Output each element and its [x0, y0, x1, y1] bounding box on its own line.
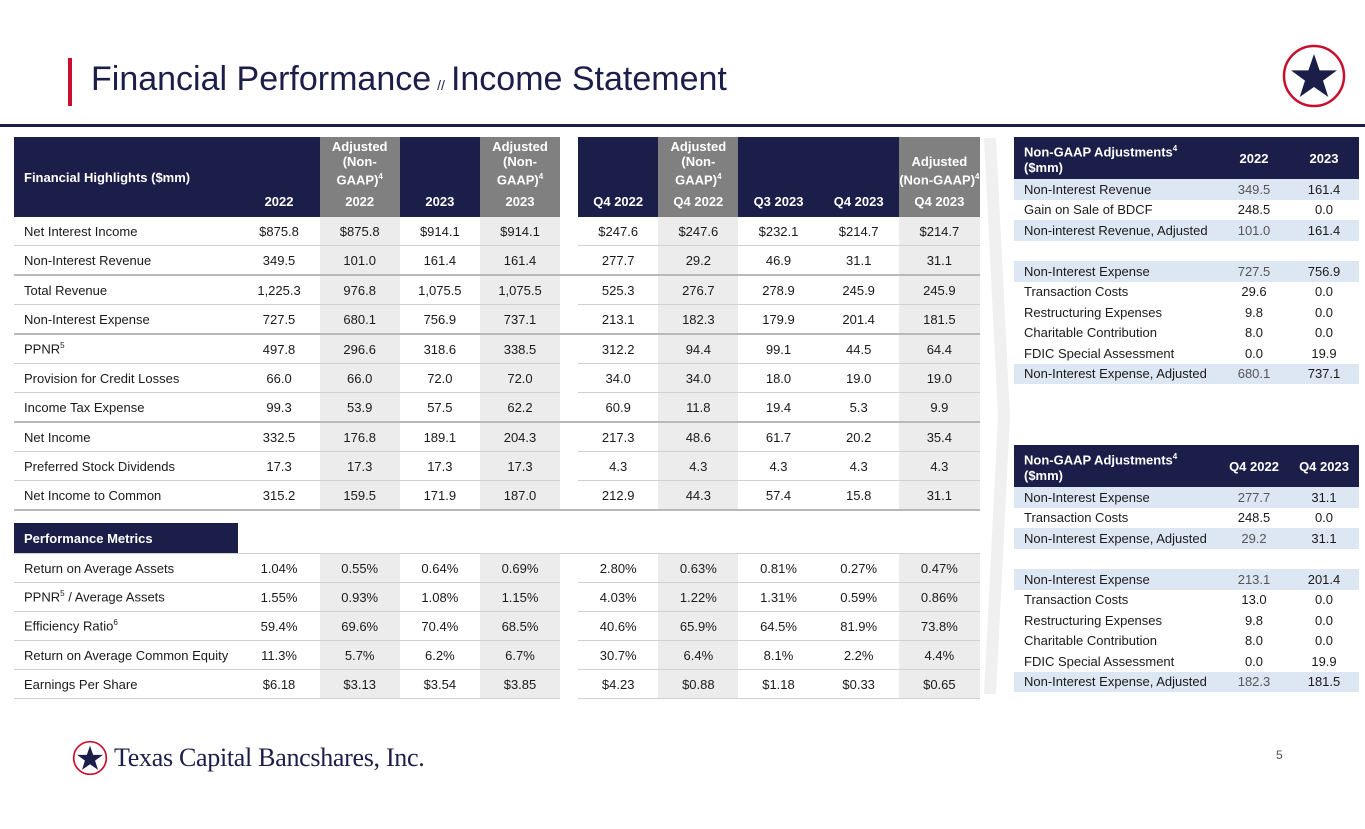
table-cell: 976.8: [320, 275, 400, 305]
table-cell: $3.13: [320, 670, 400, 699]
table-cell: 245.9: [819, 275, 899, 305]
table-cell: 201.4: [819, 305, 899, 335]
cell-gap: [560, 583, 578, 612]
table-cell: $914.1: [400, 217, 480, 246]
column-header: Adjusted (Non-GAAP)$^4$ 2022: [320, 137, 400, 217]
table-cell: 349.5: [238, 246, 319, 276]
column-header: Adjusted (Non-GAAP)$^4$ Q4 2023: [899, 137, 980, 217]
table-cell: 1.15%: [480, 583, 560, 612]
table-cell: 64.4: [899, 334, 980, 364]
quarterly-adj-col-q4-2023: Q4 2023: [1289, 445, 1359, 487]
adjustment-row: [1014, 672, 1359, 693]
quarterly-adj-col-q4-2022: Q4 2022: [1219, 445, 1289, 487]
table-cell: 182.3: [658, 305, 738, 335]
table-cell: 9.9: [899, 393, 980, 423]
table-cell: 34.0: [658, 364, 738, 393]
table-cell: 0.81%: [738, 554, 818, 583]
table-cell: 29.2: [658, 246, 738, 276]
table-cell: 497.8: [238, 334, 319, 364]
table-cell: 737.1: [480, 305, 560, 335]
adjustment-row: [1014, 179, 1359, 200]
adjustment-value: 8.0: [1244, 633, 1264, 649]
adjustment-row: [1014, 610, 1359, 631]
table-cell: 6.4%: [658, 641, 738, 670]
table-cell: $214.7: [899, 217, 980, 246]
table-cell: $0.65: [899, 670, 980, 699]
table-cell: $875.8: [238, 217, 319, 246]
table-cell: 4.3: [578, 452, 658, 481]
adjustment-row: [1014, 569, 1359, 590]
spacer-row: [14, 510, 980, 523]
table-cell: 278.9: [738, 275, 818, 305]
page-title: [91, 60, 727, 99]
table-cell: 0.93%: [320, 583, 400, 612]
row-label: Return on Average Assets: [14, 554, 238, 583]
adjustment-row: [1014, 487, 1359, 508]
table-cell: $247.6: [658, 217, 738, 246]
adjustment-label: Transaction Costs: [1024, 510, 1129, 526]
adjustment-label: Non-Interest Expense: [1014, 487, 1219, 508]
table-cell: 1.31%: [738, 583, 818, 612]
cell-gap: [560, 422, 578, 452]
table-cell: 53.9: [320, 393, 400, 423]
table-cell: 181.5: [899, 305, 980, 335]
table-row: [14, 305, 980, 335]
table-cell: 35.4: [899, 422, 980, 452]
table-cell: 1.22%: [658, 583, 738, 612]
table-cell: 525.3: [578, 275, 658, 305]
adjustment-row: [1014, 651, 1359, 672]
table-row: [14, 641, 980, 670]
blank-row: [1014, 549, 1359, 570]
table-cell: 66.0: [238, 364, 319, 393]
cell-gap: [560, 246, 578, 276]
adjustment-row: [1014, 590, 1359, 611]
header-financial-highlights: Financial Highlights ($mm): [14, 137, 238, 217]
table-cell: 44.5: [819, 334, 899, 364]
adjustment-label: Non-Interest Expense: [1014, 261, 1219, 282]
table-cell: 6.2%: [400, 641, 480, 670]
adjustment-value: 248.5: [1237, 202, 1271, 218]
row-label: Preferred Stock Dividends: [14, 452, 238, 481]
table-cell: 245.9: [899, 275, 980, 305]
row-label: Net Income: [14, 422, 238, 452]
table-cell: $232.1: [738, 217, 818, 246]
table-cell: 315.2: [238, 481, 319, 511]
title-divider: [0, 124, 1365, 127]
column-header: Q3 2023: [738, 137, 818, 217]
table-cell: 69.6%: [320, 612, 400, 641]
table-row: [14, 217, 980, 246]
table-cell: 2.2%: [819, 641, 899, 670]
adjustment-value: 349.5: [1219, 179, 1289, 200]
table-cell: 318.6: [400, 334, 480, 364]
cell-gap: [560, 670, 578, 699]
cell-gap: [560, 641, 578, 670]
blank-row: [1014, 241, 1359, 262]
table-header-row: [14, 137, 980, 217]
table-cell: 5.7%: [320, 641, 400, 670]
footer-star-icon: [72, 740, 108, 776]
adjustment-row: [1014, 508, 1359, 529]
table-cell: 0.27%: [819, 554, 899, 583]
table-cell: 73.8%: [899, 612, 980, 641]
row-label: Total Revenue: [14, 275, 238, 305]
adjustment-row: [1014, 631, 1359, 652]
table-row: [14, 481, 980, 511]
row-label: PPNR$^5$ / Average Assets: [14, 583, 238, 612]
table-cell: 19.0: [899, 364, 980, 393]
adjustment-value: 31.1: [1289, 528, 1359, 549]
table-cell: 31.1: [819, 246, 899, 276]
footer-logo: [72, 740, 424, 776]
table-cell: 19.0: [819, 364, 899, 393]
table-cell: 48.6: [658, 422, 738, 452]
table-cell: 30.7%: [578, 641, 658, 670]
table-cell: 0.64%: [400, 554, 480, 583]
quarterly-adj-header-label: Non-GAAP Adjustments$^4$ ($mm): [1014, 445, 1219, 487]
adjustment-value: 9.8: [1244, 612, 1264, 628]
quarterly-adjustments-table: [1014, 445, 1359, 692]
adjustment-value: 0.0: [1314, 202, 1334, 218]
table-row: [14, 554, 980, 583]
table-cell: 680.1: [320, 305, 400, 335]
cell-gap: [560, 217, 578, 246]
cell-gap: [560, 275, 578, 305]
table-cell: 17.3: [400, 452, 480, 481]
row-label: Net Income to Common: [14, 481, 238, 511]
quarterly-adjustments-header: [1014, 445, 1359, 487]
cell-gap: [560, 334, 578, 364]
adjustment-value: 737.1: [1289, 364, 1359, 385]
table-cell: 204.3: [480, 422, 560, 452]
adjustment-value: 181.5: [1289, 672, 1359, 693]
table-cell: 212.9: [578, 481, 658, 511]
star-logo-icon: [1282, 44, 1346, 108]
table-cell: 0.69%: [480, 554, 560, 583]
adjustment-value: 0.0: [1314, 633, 1334, 649]
table-row: [14, 670, 980, 699]
cell-gap: [560, 612, 578, 641]
table-cell: $3.85: [480, 670, 560, 699]
cell-gap: [560, 554, 578, 583]
cell-gap: [560, 364, 578, 393]
table-cell: 4.3: [819, 452, 899, 481]
table-cell: 0.47%: [899, 554, 980, 583]
table-cell: 4.3: [899, 452, 980, 481]
adjustment-label: Transaction Costs: [1024, 592, 1129, 608]
column-header: 2023: [400, 137, 480, 217]
adjustment-label: Non-Interest Expense, Adjusted: [1014, 364, 1219, 385]
table-cell: 4.03%: [578, 583, 658, 612]
adjustment-value: 0.0: [1314, 284, 1334, 300]
title-accent-bar: [68, 58, 72, 106]
table-row: [14, 583, 980, 612]
metrics-header-label: Performance Metrics: [14, 523, 238, 554]
table-cell: 176.8: [320, 422, 400, 452]
row-label: Non-Interest Revenue: [14, 246, 238, 276]
column-gap: [560, 137, 578, 217]
table-cell: 338.5: [480, 334, 560, 364]
adjustment-row: [1014, 528, 1359, 549]
adjustment-label: Non-interest Revenue, Adjusted: [1014, 220, 1219, 241]
table-cell: 1,075.5: [480, 275, 560, 305]
table-cell: $875.8: [320, 217, 400, 246]
adjustment-row: [1014, 323, 1359, 344]
table-cell: 187.0: [480, 481, 560, 511]
table-cell: 99.1: [738, 334, 818, 364]
table-cell: $6.18: [238, 670, 319, 699]
adjustment-value: 248.5: [1237, 510, 1271, 526]
annual-adj-col-2023: 2023: [1289, 137, 1359, 179]
table-cell: 4.3: [658, 452, 738, 481]
table-cell: 15.8: [819, 481, 899, 511]
annual-adj-header-label: Non-GAAP Adjustments$^4$ ($mm): [1014, 137, 1219, 179]
table-cell: 46.9: [738, 246, 818, 276]
table-cell: 332.5: [238, 422, 319, 452]
adjustment-value: 0.0: [1314, 304, 1334, 320]
annual-adj-col-2022: 2022: [1219, 137, 1289, 179]
adjustment-label: Non-Interest Expense, Adjusted: [1014, 528, 1219, 549]
adjustment-value: 680.1: [1219, 364, 1289, 385]
adjustment-value: 31.1: [1289, 487, 1359, 508]
table-cell: 756.9: [400, 305, 480, 335]
chevron-divider: [982, 138, 1012, 694]
table-cell: 1.55%: [238, 583, 319, 612]
table-cell: 19.4: [738, 393, 818, 423]
column-header: Q4 2022: [578, 137, 658, 217]
performance-metrics-header: [14, 523, 980, 554]
page-number: 5: [1276, 748, 1283, 762]
table-cell: 727.5: [238, 305, 319, 335]
adjustment-row: [1014, 343, 1359, 364]
row-label: Return on Average Common Equity: [14, 641, 238, 670]
table-cell: 66.0: [320, 364, 400, 393]
table-row: [14, 246, 980, 276]
adjustment-label: Restructuring Expenses: [1024, 304, 1163, 320]
table-cell: 159.5: [320, 481, 400, 511]
table-cell: 217.3: [578, 422, 658, 452]
adjustment-label: Charitable Contribution: [1024, 633, 1157, 649]
adjustment-row: [1014, 302, 1359, 323]
table-cell: 60.9: [578, 393, 658, 423]
adjustment-label: Charitable Contribution: [1024, 325, 1157, 341]
table-cell: 0.86%: [899, 583, 980, 612]
table-cell: 68.5%: [480, 612, 560, 641]
adjustment-label: FDIC Special Assessment: [1024, 345, 1175, 361]
table-cell: 11.3%: [238, 641, 319, 670]
adjustment-row: [1014, 200, 1359, 221]
table-cell: 44.3: [658, 481, 738, 511]
table-cell: 57.5: [400, 393, 480, 423]
table-cell: 99.3: [238, 393, 319, 423]
row-label: Non-Interest Expense: [14, 305, 238, 335]
adjustment-value: 727.5: [1219, 261, 1289, 282]
adjustment-row: [1014, 220, 1359, 241]
table-cell: $1.18: [738, 670, 818, 699]
table-cell: 6.7%: [480, 641, 560, 670]
company-name: Texas Capital Bancshares, Inc.: [114, 743, 425, 772]
table-cell: 31.1: [899, 246, 980, 276]
table-cell: 213.1: [578, 305, 658, 335]
adjustment-value: 0.0: [1244, 345, 1264, 361]
table-cell: 18.0: [738, 364, 818, 393]
table-cell: 0.63%: [658, 554, 738, 583]
table-cell: 57.4: [738, 481, 818, 511]
adjustment-value: 161.4: [1289, 179, 1359, 200]
adjustment-value: 19.9: [1311, 345, 1337, 361]
table-cell: 5.3: [819, 393, 899, 423]
table-cell: 70.4%: [400, 612, 480, 641]
title-sub: Income Statement: [450, 60, 727, 98]
row-label: Efficiency Ratio$^6$: [14, 612, 238, 641]
table-cell: 8.1%: [738, 641, 818, 670]
adjustment-label: Non-Interest Expense, Adjusted: [1014, 672, 1219, 693]
table-cell: 276.7: [658, 275, 738, 305]
table-cell: $4.23: [578, 670, 658, 699]
adjustment-row: [1014, 261, 1359, 282]
table-cell: 171.9: [400, 481, 480, 511]
table-cell: 1,075.5: [400, 275, 480, 305]
table-cell: 17.3: [238, 452, 319, 481]
financial-highlights-table: [14, 137, 980, 699]
table-cell: 101.0: [320, 246, 400, 276]
column-header: Q4 2023: [819, 137, 899, 217]
table-cell: 2.80%: [578, 554, 658, 583]
table-cell: 179.9: [738, 305, 818, 335]
table-cell: $0.33: [819, 670, 899, 699]
adjustment-value: 8.0: [1244, 325, 1264, 341]
row-label: Net Interest Income: [14, 217, 238, 246]
row-label: Income Tax Expense: [14, 393, 238, 423]
adjustment-row: [1014, 364, 1359, 385]
cell-gap: [560, 481, 578, 511]
table-cell: 62.2: [480, 393, 560, 423]
annual-adjustments-header: [1014, 137, 1359, 179]
table-cell: 189.1: [400, 422, 480, 452]
table-cell: 0.55%: [320, 554, 400, 583]
row-label: Earnings Per Share: [14, 670, 238, 699]
table-cell: 296.6: [320, 334, 400, 364]
adjustment-value: 182.3: [1219, 672, 1289, 693]
table-cell: 94.4: [658, 334, 738, 364]
table-cell: 72.0: [400, 364, 480, 393]
cell-gap: [560, 452, 578, 481]
table-cell: 161.4: [400, 246, 480, 276]
table-row: [14, 275, 980, 305]
table-cell: 1,225.3: [238, 275, 319, 305]
column-header: 2022: [238, 137, 319, 217]
cell-gap: [560, 305, 578, 335]
adjustment-label: Non-Interest Revenue: [1014, 179, 1219, 200]
table-cell: 65.9%: [658, 612, 738, 641]
table-cell: $0.88: [658, 670, 738, 699]
adjustment-value: 9.8: [1244, 304, 1264, 320]
adjustment-value: 201.4: [1289, 569, 1359, 590]
table-row: [14, 612, 980, 641]
adjustment-value: 277.7: [1219, 487, 1289, 508]
adjustment-label: FDIC Special Assessment: [1024, 653, 1175, 669]
table-cell: 72.0: [480, 364, 560, 393]
row-label: PPNR$^5$: [14, 334, 238, 364]
adjustment-value: 213.1: [1219, 569, 1289, 590]
table-cell: 17.3: [480, 452, 560, 481]
table-cell: 31.1: [899, 481, 980, 511]
adjustment-value: 19.9: [1311, 653, 1337, 669]
column-header: Adjusted (Non-GAAP)$^4$ 2023: [480, 137, 560, 217]
table-cell: 40.6%: [578, 612, 658, 641]
annual-adjustments-table: [1014, 137, 1359, 384]
column-header: Adjusted (Non-GAAP)$^4$ Q4 2022: [658, 137, 738, 217]
adjustment-value: 0.0: [1314, 612, 1334, 628]
table-cell: $247.6: [578, 217, 658, 246]
adjustment-value: 0.0: [1314, 325, 1334, 341]
table-cell: 0.59%: [819, 583, 899, 612]
table-cell: 64.5%: [738, 612, 818, 641]
table-cell: 277.7: [578, 246, 658, 276]
table-row: [14, 334, 980, 364]
adjustment-value: 756.9: [1289, 261, 1359, 282]
table-cell: 61.7: [738, 422, 818, 452]
adjustment-value: 29.6: [1241, 284, 1267, 300]
table-cell: 4.3: [738, 452, 818, 481]
adjustment-value: 0.0: [1314, 592, 1334, 608]
table-cell: 1.04%: [238, 554, 319, 583]
table-cell: $3.54: [400, 670, 480, 699]
adjustment-value: 0.0: [1314, 510, 1334, 526]
cell-gap: [560, 393, 578, 423]
title-main: Financial Performance: [91, 60, 432, 98]
table-cell: $214.7: [819, 217, 899, 246]
table-cell: 161.4: [480, 246, 560, 276]
adjustment-row: [1014, 282, 1359, 303]
table-row: [14, 422, 980, 452]
adjustment-value: 161.4: [1289, 220, 1359, 241]
table-row: [14, 452, 980, 481]
table-cell: 59.4%: [238, 612, 319, 641]
table-row: [14, 393, 980, 423]
table-cell: $914.1: [480, 217, 560, 246]
adjustment-label: Non-Interest Expense: [1014, 569, 1219, 590]
table-row: [14, 364, 980, 393]
table-cell: 34.0: [578, 364, 658, 393]
adjustment-value: 13.0: [1241, 592, 1267, 608]
table-cell: 312.2: [578, 334, 658, 364]
table-cell: 17.3: [320, 452, 400, 481]
adjustment-value: 0.0: [1244, 653, 1264, 669]
table-cell: 20.2: [819, 422, 899, 452]
adjustment-label: Restructuring Expenses: [1024, 612, 1163, 628]
table-cell: 11.8: [658, 393, 738, 423]
row-label: Provision for Credit Losses: [14, 364, 238, 393]
adjustment-label: Transaction Costs: [1024, 284, 1129, 300]
table-cell: 4.4%: [899, 641, 980, 670]
adjustment-label: Gain on Sale of BDCF: [1024, 202, 1153, 218]
adjustment-value: 29.2: [1219, 528, 1289, 549]
table-cell: 81.9%: [819, 612, 899, 641]
adjustment-value: 101.0: [1219, 220, 1289, 241]
title-separator: //: [437, 77, 445, 93]
table-cell: 1.08%: [400, 583, 480, 612]
